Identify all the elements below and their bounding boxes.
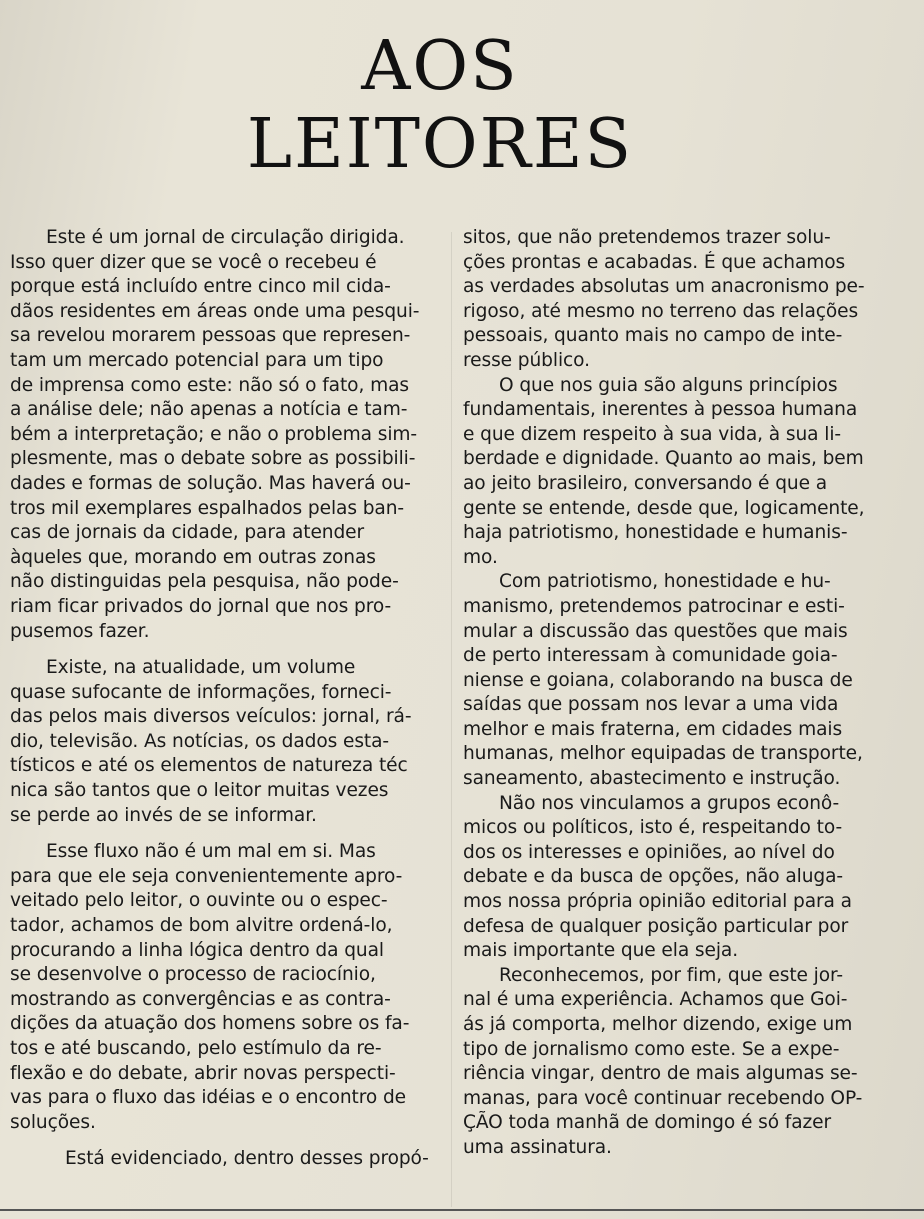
text-line: nal é uma experiência. Achamos que Goi- (463, 989, 848, 1011)
paragraph (463, 570, 908, 791)
column-divider (451, 232, 452, 1207)
text-line: saneamento, abastecimento e instrução. (463, 768, 841, 790)
text-line: de imprensa como este: não só o fato, mas (10, 374, 409, 396)
text-line: tador, achamos de bom alvitre ordená-lo, (10, 915, 393, 937)
text-line: plesmente, mas o debate sobre as possibili- (10, 448, 416, 470)
text-line: ás já comporta, melhor dizendo, exige um (463, 1014, 853, 1035)
text-line: micos ou políticos, isto é, respeitando to- (463, 817, 843, 839)
text-line: sa revelou morarem pessoas que represen- (10, 325, 411, 347)
text-line: dos os interesses e opiniões, ao nível do (463, 841, 835, 863)
text-line: tipo de jornalismo como este. Se a expe- (463, 1038, 840, 1060)
paragraph (463, 964, 908, 1161)
text-line: àqueles que, morando em outras zonas (10, 546, 376, 568)
text-line: para que ele seja convenientemente apro- (10, 865, 403, 887)
text-line: vas para o fluxo das idéias e o encontro de (10, 1087, 407, 1109)
text-line: gente se entende, desde que, logicamente, (463, 497, 865, 519)
text-line: Com patriotismo, honestidade e hu- (499, 571, 831, 593)
text-line: Está evidenciado, dentro desses propó- (65, 1148, 429, 1170)
paragraph (10, 840, 442, 1135)
text-line: riência vingar, dentro de mais algumas se- (463, 1063, 858, 1085)
text-line: nica são tantos que o leitor muitas vezes (10, 780, 389, 802)
text-line: manismo, pretendemos patrocinar e esti- (463, 595, 845, 617)
paragraph (463, 792, 908, 964)
title-line-1: AOS (361, 27, 519, 106)
left-column (10, 226, 442, 1184)
article-title (180, 28, 700, 184)
text-line: tísticos e até os elementos de natureza téc (10, 755, 408, 777)
text-line: debate e da busca de opções, não aluga- (463, 866, 844, 888)
text-line: não distinguidas pela pesquisa, não pode- (10, 571, 399, 593)
text-line: haja patriotismo, honestidade e humanis- (463, 522, 848, 544)
paragraph (10, 656, 442, 828)
text-line: fundamentais, inerentes à pessoa humana (463, 399, 858, 421)
text-line: dições da atuação dos homens sobre os fa- (10, 1013, 410, 1035)
text-line: riam ficar privados do jornal que nos pro- (10, 595, 392, 617)
text-line: dades e formas de solução. Mas haverá ou- (10, 472, 411, 494)
text-line: quase sufocante de informações, forneci- (10, 681, 392, 703)
paragraph (463, 374, 908, 571)
text-line: tros mil exemplares espalhados pelas ban- (10, 497, 405, 519)
title-line-2: LEITORES (246, 105, 634, 184)
paragraph (10, 226, 442, 644)
text-line: defesa de qualquer posição particular por (463, 915, 849, 937)
text-line: procurando a linha lógica dentro da qual (10, 939, 384, 961)
text-line: rigoso, até mesmo no terreno das relações (463, 300, 859, 322)
text-line: e que dizem respeito à sua vida, à sua li- (463, 423, 842, 445)
text-line: tos e até buscando, pelo estímulo da re- (10, 1038, 382, 1059)
text-line: porque está incluído entre cinco mil cida- (10, 276, 391, 298)
text-line: ao jeito brasileiro, conversando é que a (463, 472, 828, 494)
paragraph (10, 1147, 442, 1172)
text-line: Não nos vinculamos a grupos econô- (499, 792, 840, 814)
text-line: saídas que possam nos levar a uma vida (463, 694, 839, 716)
text-line: bém a interpretação; e não o problema sim- (10, 423, 418, 445)
text-line: de perto interessam à comunidade goia- (463, 645, 838, 667)
text-line: mo. (463, 546, 498, 568)
text-line: O que nos guia são alguns princípios (499, 374, 838, 396)
text-line: Isso quer dizer que se você o recebeu é (10, 251, 377, 273)
text-line: humanas, melhor equipadas de transporte, (463, 743, 863, 765)
text-line: Este é um jornal de circulação dirigida. (46, 227, 405, 248)
right-column (463, 226, 908, 1161)
text-line: berdade e dignidade. Quanto ao mais, bem (463, 448, 864, 470)
text-line: dãos residentes em áreas onde uma pesqui- (10, 300, 420, 322)
text-line: tam um mercado potencial para um tipo (10, 349, 384, 371)
text-line: mos nossa própria opinião editorial para a (463, 891, 852, 913)
text-line: ÇÃO toda manhã de domingo é só fazer (463, 1112, 832, 1134)
text-line: se desenvolve o processo de raciocínio, (10, 964, 376, 986)
text-line: niense e goiana, colaborando na busca de (463, 669, 853, 691)
text-line: Esse fluxo não é um mal em si. Mas (46, 841, 376, 863)
text-line: sitos, que não pretendemos trazer solu- (463, 227, 831, 248)
text-line: manas, para você continuar recebendo OP- (463, 1087, 863, 1109)
text-line: Reconhecemos, por fim, que este jor- (499, 964, 843, 986)
text-line: se perde ao invés de se informar. (10, 804, 317, 826)
text-line: pessoais, quanto mais no campo de inte- (463, 325, 843, 347)
text-line: soluções. (10, 1111, 96, 1133)
text-line: mais importante que ela seja. (463, 940, 739, 962)
text-line: flexão e do debate, abrir novas perspecti- (10, 1062, 396, 1084)
text-line: pusemos fazer. (10, 620, 150, 642)
text-line: cas de jornais da cidade, para atender (10, 522, 365, 544)
text-line: resse público. (463, 349, 590, 371)
text-line: das pelos mais diversos veículos: jornal, rá- (10, 706, 412, 728)
text-line: as verdades absolutas um anacronismo pe- (463, 276, 865, 298)
text-line: ções prontas e acabadas. É que achamos (463, 251, 846, 273)
text-line: dio, televisão. As notícias, os dados esta- (10, 730, 390, 752)
text-line: a análise dele; não apenas a notícia e tam- (10, 399, 408, 421)
text-line: Existe, na atualidade, um volume (46, 657, 356, 679)
text-line: melhor e mais fraterna, em cidades mais (463, 718, 843, 740)
text-line: mular a discussão das questões que mais (463, 620, 848, 642)
text-line: veitado pelo leitor, o ouvinte ou o espec- (10, 890, 388, 912)
text-line: mostrando as convergências e as contra- (10, 988, 391, 1010)
bottom-rule (0, 1209, 924, 1211)
paragraph (463, 226, 908, 374)
text-line: uma assinatura. (463, 1136, 612, 1158)
